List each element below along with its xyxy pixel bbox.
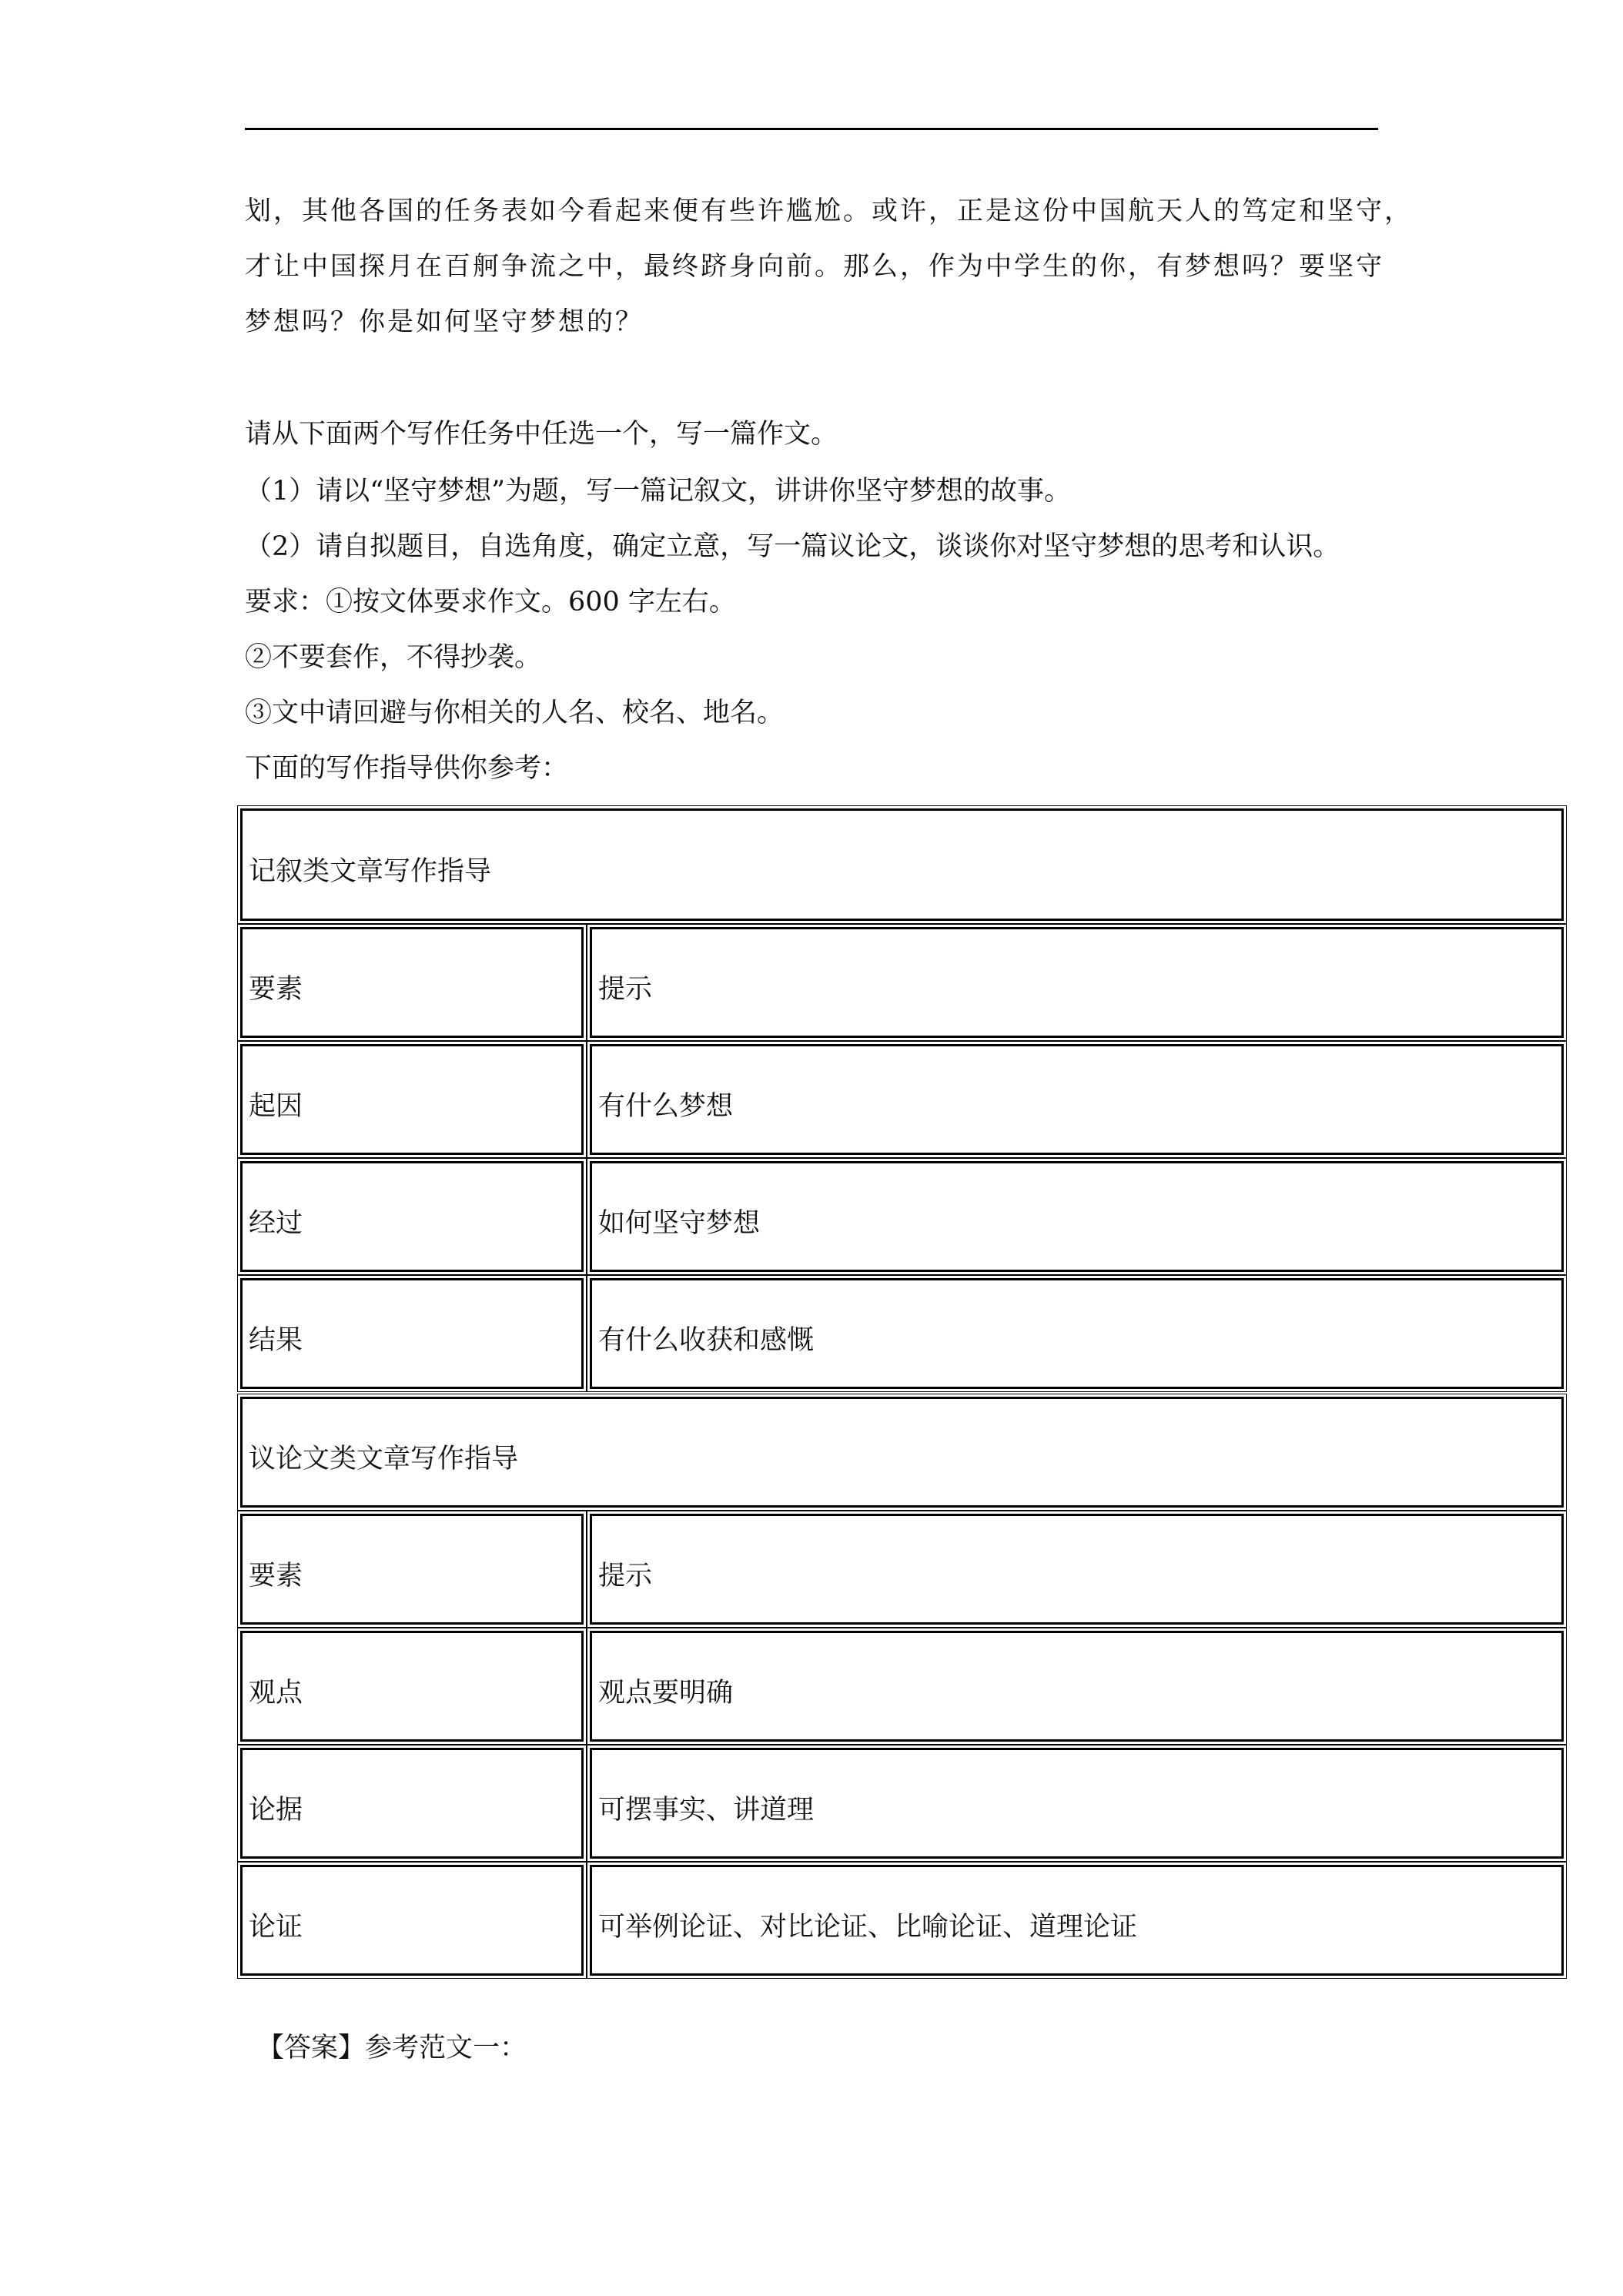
task-prompt: 请从下面两个写作任务中任选一个，写一篇作文。 [245, 419, 838, 450]
intro-line-3: 梦想吗？你是如何坚守梦想的？ [245, 306, 644, 337]
argument-row-hint: 观点要明确 [590, 1631, 1564, 1742]
argument-row-element: 观点 [240, 1631, 584, 1742]
argument-row-hint: 可举例论证、对比论证、比喻论证、道理论证 [590, 1865, 1564, 1976]
header-rule [245, 128, 1378, 130]
narrative-row-hint: 如何坚守梦想 [590, 1161, 1564, 1272]
narrative-row-element: 结果 [240, 1278, 584, 1389]
narrative-row-element: 起因 [240, 1044, 584, 1155]
guide-intro: 下面的写作指导供你参考： [245, 753, 569, 784]
intro-line-2: 才让中国探月在百舸争流之中，最终跻身向前。那么，作为中学生的你，有梦想吗？要坚守 [245, 251, 1384, 282]
argument-row-element: 论证 [240, 1865, 584, 1976]
narrative-row-hint: 有什么梦想 [590, 1044, 1564, 1155]
task-option-2: （2）请自拟题目，自选角度，确定立意，写一篇议论文，谈谈你对坚守梦想的思考和认识。 [245, 531, 1340, 562]
narrative-header-hint: 提示 [590, 927, 1564, 1038]
argument-header-hint: 提示 [590, 1514, 1564, 1625]
argument-header-element: 要素 [240, 1514, 584, 1625]
argument-row-element: 论据 [240, 1748, 584, 1859]
task-option-1: （1）请以“坚守梦想”为题，写一篇记叙文，讲讲你坚守梦想的故事。 [245, 476, 1072, 507]
requirement-3: ③文中请回避与你相关的人名、校名、地名。 [245, 698, 785, 728]
narrative-guide-title: 记叙类文章写作指导 [240, 808, 1564, 921]
narrative-header-element: 要素 [240, 927, 584, 1038]
argument-guide-title: 议论文类文章写作指导 [240, 1397, 1564, 1508]
narrative-row-element: 经过 [240, 1161, 584, 1272]
intro-line-1: 划，其他各国的任务表如今看起来便有些许尴尬。或许，正是这份中国航天人的笃定和坚守， [245, 196, 1413, 226]
requirement-1: 要求：①按文体要求作文。600 字左右。 [245, 587, 736, 618]
narrative-row-hint: 有什么收获和感慨 [590, 1278, 1564, 1389]
argument-row-hint: 可摆事实、讲道理 [590, 1748, 1564, 1859]
requirement-2: ②不要套作，不得抄袭。 [245, 642, 542, 673]
writing-guide-table [240, 808, 1564, 1991]
answer-heading: 【答案】参考范文一： [257, 2033, 527, 2063]
